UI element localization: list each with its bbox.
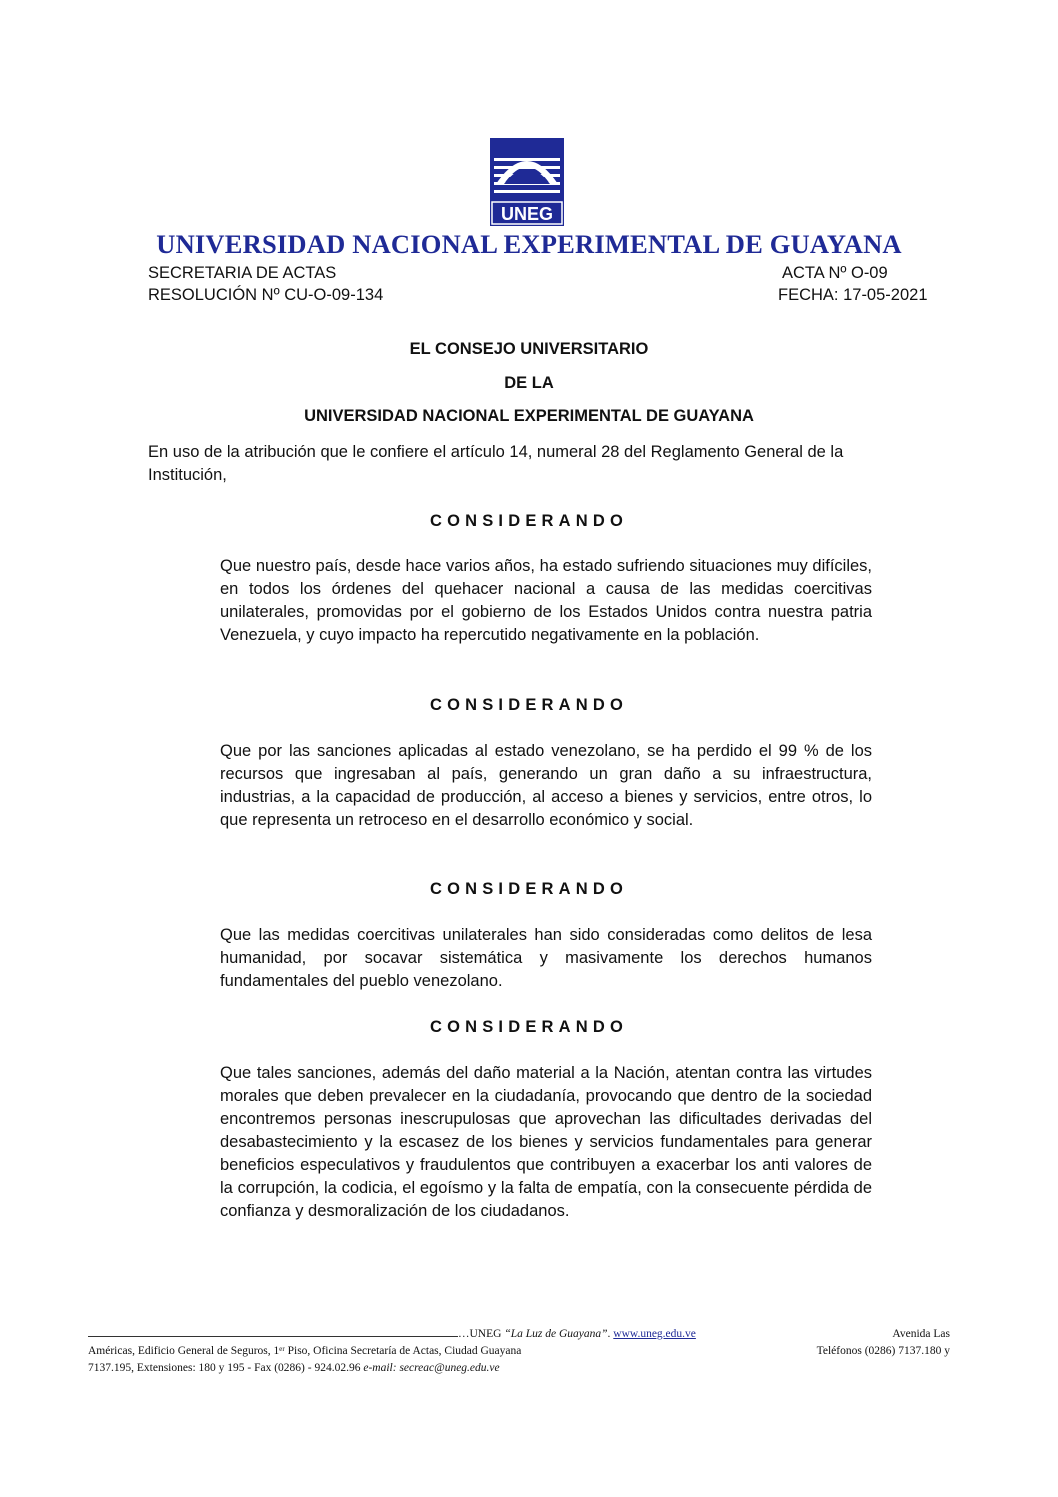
resolution-number: RESOLUCIÓN Nº CU-O-09-134 xyxy=(148,286,384,304)
office-label: SECRETARIA DE ACTAS xyxy=(148,264,337,282)
footer-motto: “La Luz de Guayana” xyxy=(504,1328,608,1340)
considerando-heading: CONSIDERANDO xyxy=(429,512,629,530)
considerando-paragraph: Que las medidas coercitivas unilaterales han sido consideradas como delitos de lesa humanidad, por socavar sistemática y masivamente los derechos humanos fundamentales del pueblo venezolano. xyxy=(220,926,872,990)
acta-number: ACTA Nº O-09 xyxy=(782,264,888,282)
page-footer xyxy=(88,1326,950,1377)
footer-phones: Teléfonos (0286) 7137.180 y xyxy=(816,1345,950,1357)
considerando-heading: CONSIDERANDO xyxy=(429,880,629,898)
footer-extensions: 7137.195, Extensiones: 180 y 195 - Fax (0286) - 924.02.96 xyxy=(88,1362,361,1374)
footer-address-start: Avenida Las xyxy=(892,1328,950,1340)
considerando-paragraph: Que nuestro país, desde hace varios años, ha estado sufriendo situaciones muy difíciles, en todos los órdenes del quehacer nacional a causa de las medidas coercitivas unilaterales, promovidas por el gobierno de los Estados Unidos contra nuestra patria Venezuela, y cuyo impacto ha repercutido negativamente en la población. xyxy=(220,557,872,644)
document-date: FECHA: 17-05-2021 xyxy=(778,286,928,304)
website-link[interactable]: www.uneg.edu.ve xyxy=(613,1328,696,1340)
considerando-paragraph: Que tales sanciones, además del daño material a la Nación, atentan contra las virtudes morales que deben prevalecer en la ciudadanía, provocando que dentro de la sociedad encontremos personas inescrupulosas que aprovechan las dificultades derivadas del desabastecimiento y la escasez de los bienes y servicios fundamentales para generar beneficios especulativos y fraudulentos que contribuyen a exacerbar los anti valores de la corrupción, la codicia, el egoísmo y la falta de empatía, con la consecuente pérdida de confianza y desmoralización de los ciudadanos. xyxy=(220,1064,872,1220)
considerando-heading: CONSIDERANDO xyxy=(429,1018,629,1036)
logo-text: UNEG xyxy=(500,204,554,224)
considerando-paragraph: Que por las sanciones aplicadas al estado venezolano, se ha perdido el 99 % de los recursos que ingresaban al país, generando un gran daño a su infraestructura, industrias, a la capacidad de producción, al acceso a bienes y servicios, entre otros, lo que representa un retroceso en el desarrollo económico y social. xyxy=(220,742,872,829)
footer-sep: . xyxy=(607,1328,614,1340)
heading-line-2: DE LA xyxy=(504,374,554,392)
footer-prefix: …UNEG xyxy=(458,1328,505,1340)
footer-address: Américas, Edificio General de Seguros, 1ᵉʳ Piso, Oficina Secretaría de Actas, Ciudad Guayana xyxy=(88,1345,522,1357)
heading-line-3: UNIVERSIDAD NACIONAL EXPERIMENTAL DE GUAYANA xyxy=(304,407,754,425)
uneg-logo xyxy=(488,136,566,228)
email-link[interactable]: secreac@uneg.edu.ve xyxy=(399,1362,500,1374)
footer-rule xyxy=(88,1326,458,1337)
considerando-heading: CONSIDERANDO xyxy=(429,696,629,714)
footer-email-label: e-mail: xyxy=(363,1362,397,1374)
intro-paragraph: En uso de la atribución que le confiere el artículo 14, numeral 28 del Reglamento General de la Institución, xyxy=(148,443,844,484)
university-title: UNIVERSIDAD NACIONAL EXPERIMENTAL DE GUAYANA xyxy=(156,229,902,259)
heading-line-1: EL CONSEJO UNIVERSITARIO xyxy=(409,340,649,358)
